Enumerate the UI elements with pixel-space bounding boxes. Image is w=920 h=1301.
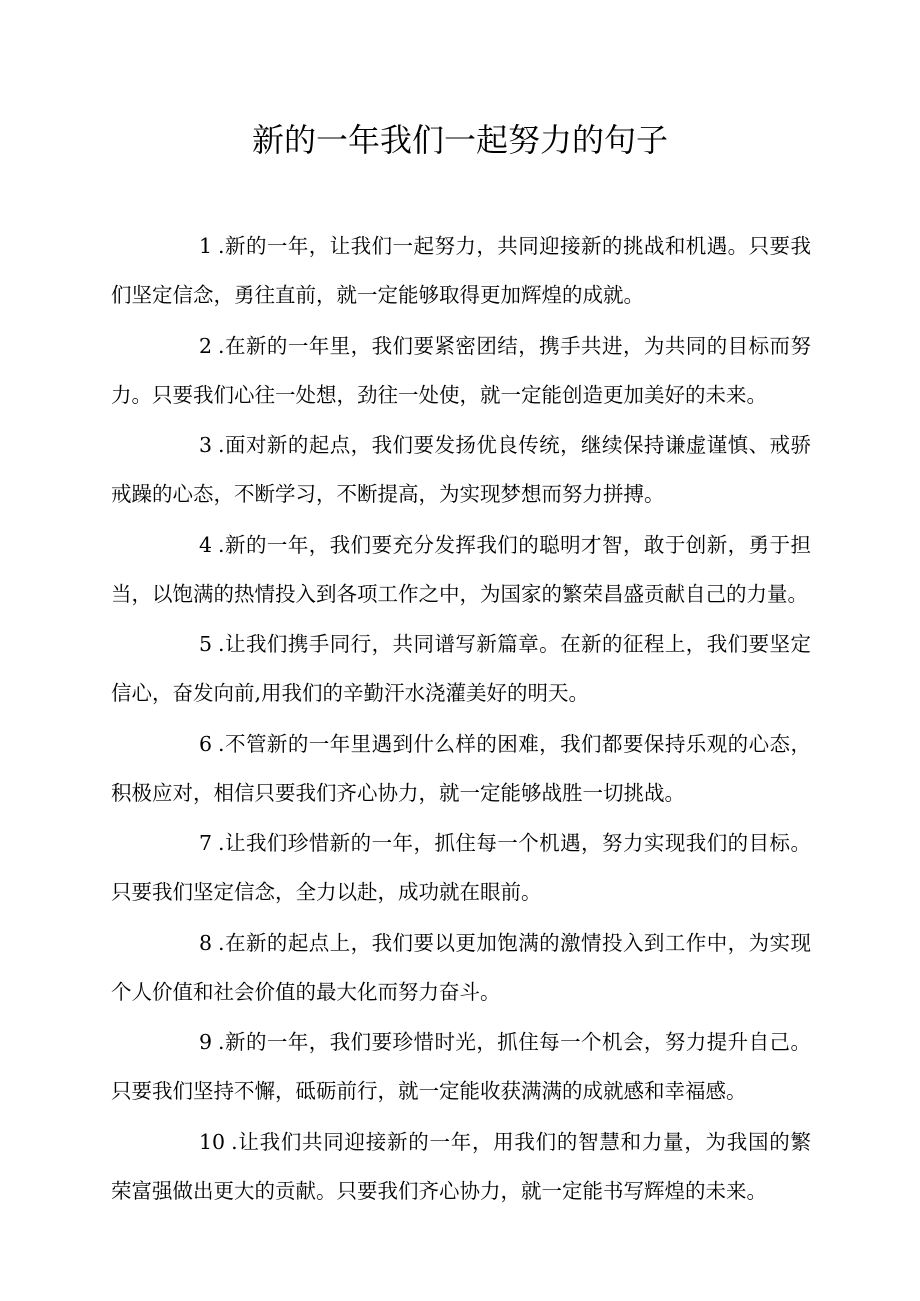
paragraph-number: 5: [199, 632, 213, 656]
paragraph-number: 7: [199, 831, 213, 855]
paragraph: [111, 720, 811, 818]
paragraph-number: 8: [199, 930, 213, 955]
paragraph-text: .让我们珍惜新的一年，抓住每一个机遇，努力实现我们的目标。只要我们坚定信念，全力以赴，成功就在眼前。: [111, 831, 811, 904]
paragraph-text: .让我们携手同行，共同谱写新篇章。在新的征程上，我们要坚定信心，奋发向前,用我们的辛勤汗水浇灌美好的明天。: [111, 632, 811, 705]
paragraph-text: .新的一年，我们要珍惜时光，抓住每一个机会，努力提升自己。只要我们坚持不懈，砥砺前行，就一定能收获满满的成就感和幸福感。: [111, 1030, 811, 1103]
paragraph-text: .新的一年，我们要充分发挥我们的聪明才智，敢于创新，勇于担当，以饱满的热情投入到各项工作之中，为国家的繁荣昌盛贡献自己的力量。: [111, 532, 811, 606]
paragraph-number: 1: [199, 234, 213, 258]
paragraph-number: 4: [199, 532, 213, 557]
paragraph: [111, 819, 811, 917]
paragraph: [111, 1118, 811, 1216]
paragraph: [111, 919, 811, 1017]
paragraph-text: .在新的一年里，我们要紧密团结，携手共进，为共同的目标而努力。只要我们心往一处想，劲往一处使，就一定能创造更加美好的未来。: [111, 333, 811, 407]
paragraph-number: 3: [199, 433, 213, 457]
paragraph: [111, 421, 811, 519]
document-body: [111, 222, 811, 1217]
paragraph-text: .面对新的起点，我们要发扬优良传统，继续保持谦虚谨慎、戒骄戒躁的心态，不断学习，不断提高，为实现梦想而努力拼搏。: [111, 433, 811, 506]
paragraph-text: .让我们共同迎接新的一年，用我们的智慧和力量，为我国的繁荣富强做出更大的贡献。只要我们齐心协力，就一定能书写辉煌的未来。: [111, 1129, 811, 1203]
paragraph: [111, 521, 811, 619]
paragraph: [111, 322, 811, 420]
document-title: 新的一年我们一起努力的句子: [251, 121, 668, 159]
paragraph-text: .新的一年，让我们一起努力，共同迎接新的挑战和机遇。只要我们坚定信念，勇往直前，就一定能够取得更加辉煌的成就。: [111, 234, 811, 307]
paragraph-number: 2: [199, 333, 213, 358]
paragraph: [111, 222, 811, 320]
paragraph-number: 10: [199, 1129, 226, 1154]
paragraph-number: 6: [199, 731, 213, 756]
paragraph: [111, 1018, 811, 1116]
paragraph-number: 9: [199, 1030, 213, 1054]
paragraph: [111, 620, 811, 718]
paragraph-text: .在新的起点上，我们要以更加饱满的激情投入到工作中，为实现个人价值和社会价值的最大化而努力奋斗。: [111, 930, 811, 1004]
paragraph-text: .不管新的一年里遇到什么样的困难，我们都要保持乐观的心态，积极应对，相信只要我们齐心协力，就一定能够战胜一切挑战。: [111, 731, 811, 805]
